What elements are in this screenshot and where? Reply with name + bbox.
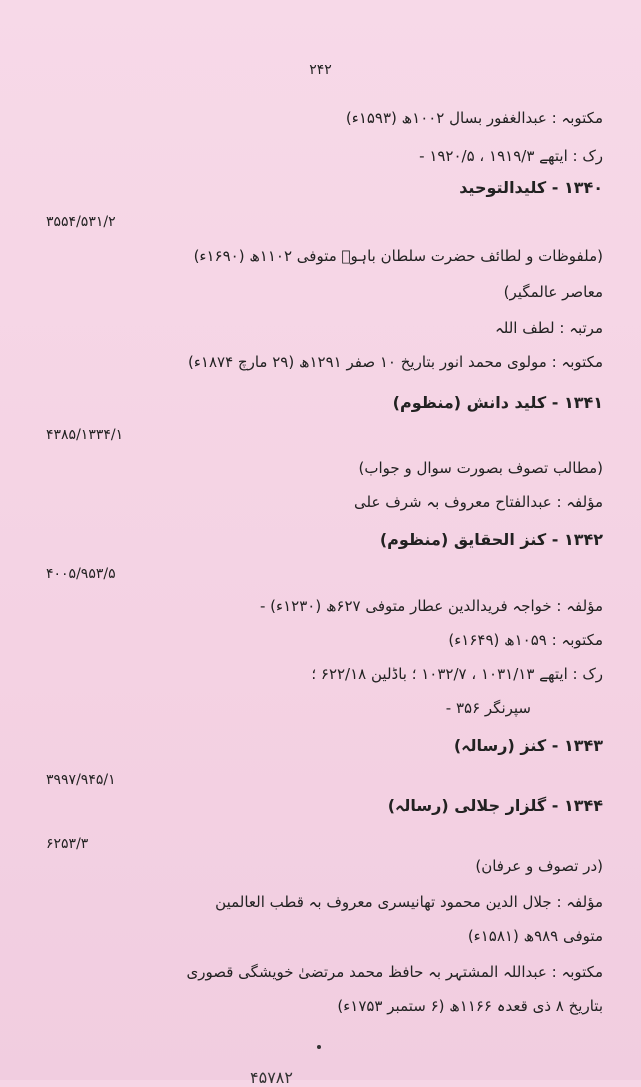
catalog-number: ۶۲۵۳/۳	[46, 836, 89, 852]
catalog-number: ۴۳۸۵/۱۳۳۴/۱	[46, 427, 124, 443]
scribe-line: مکتوبہ : عبدالغفور بسال ۱۰۰۲ھ (۱۵۹۳ء)	[345, 109, 603, 127]
description-line: (در تصوف و عرفان)	[475, 857, 603, 875]
catalog-number: ۴۰۰۵/۹۵۳/۵	[46, 566, 116, 582]
description-line: (مطالب تصوف بصورت سوال و جواب)	[358, 459, 603, 477]
catalog-number: ۳۵۵۴/۵۳۱/۲	[46, 214, 116, 230]
reference-line: سپرنگر ۳۵۶ -	[445, 699, 531, 717]
page-number: ۲۴۲	[309, 62, 332, 78]
description-line: معاصر عالمگیر)	[503, 283, 603, 301]
description-line: (ملفوظات و لطائف حضرت سلطان باہوؒ متوفی ۱۱۰۲ھ (۱۶۹۰ء)	[193, 247, 603, 265]
author-line: متوفی ۹۸۹ھ (۱۵۸۱ء)	[467, 927, 603, 945]
compiler-line: مرتبہ : لطف اللہ	[494, 319, 603, 337]
footer-dot	[317, 1045, 321, 1049]
entry-heading: ۱۳۴۰ - کلیدالتوحید	[459, 178, 603, 197]
entry-heading: ۱۳۴۲ - کنز الحقایق (منظوم)	[379, 530, 603, 549]
scribe-line: مکتوبہ : مولوی محمد انور بتاریخ ۱۰ صفر ۱۲۹۱ھ (۲۹ مارچ ۱۸۷۴ء)	[188, 353, 603, 371]
library-stamp: ۴۵۷۸۲	[250, 1068, 293, 1087]
scribe-line: بتاریخ ۸ ذی قعدہ ۱۱۶۶ھ (۶ ستمبر ۱۷۵۳ء)	[337, 997, 603, 1015]
author-line: مؤلفہ : جلال الدین محمود تھانیسری معروف بہ قطب العالمین	[215, 893, 603, 911]
author-line: مؤلفہ : عبدالفتاح معروف بہ شرف علی	[354, 493, 603, 511]
catalog-number: ۳۹۹۷/۹۴۵/۱	[46, 772, 116, 788]
entry-heading: ۱۳۴۱ - کلید دانش (منظوم)	[392, 393, 603, 412]
reference-line: رک : ایتھے ۱۰۳۱/۱۳ ، ۱۰۳۲/۷ ؛ باڈلین ۶۲۲/۱۸ ؛	[311, 665, 603, 683]
entry-heading: ۱۳۴۴ - گلزار جلالی (رسالہ)	[387, 796, 603, 815]
scribe-line: مکتوبہ : عبداللہ المشتہر بہ حافظ محمد مرتضیٰ خویشگی قصوری	[186, 963, 603, 981]
entry-heading: ۱۳۴۳ - کنز (رسالہ)	[453, 736, 603, 755]
scribe-line: مکتوبہ : ۱۰۵۹ھ (۱۶۴۹ء)	[448, 631, 603, 649]
author-line: مؤلفہ : خواجہ فریدالدین عطار متوفی ۶۲۷ھ (۱۲۳۰ء) -	[260, 597, 603, 615]
reference-line: رک : ایتھے ۱۹۱۹/۳ ، ۱۹۲۰/۵ -	[419, 147, 603, 165]
